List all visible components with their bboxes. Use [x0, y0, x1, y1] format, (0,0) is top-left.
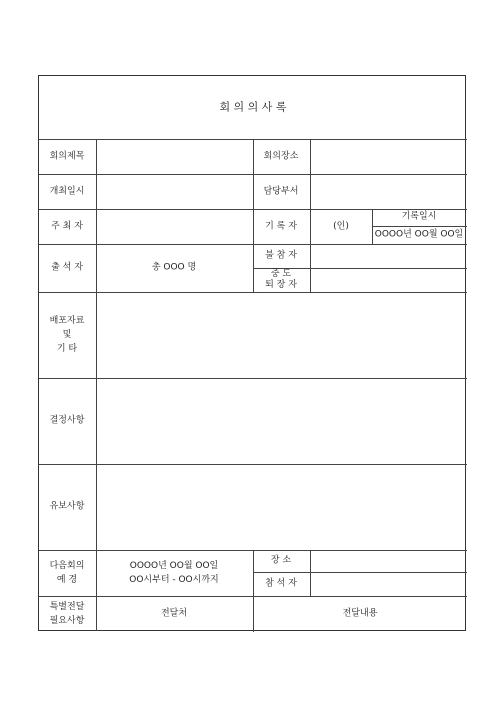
label-materials-line1: 배포자료 — [49, 316, 85, 326]
record-date-value: OOOO년 OO월 OO일 — [374, 229, 464, 240]
label-attendees: 출 석 자 — [51, 262, 83, 273]
col-line-mid-lower — [253, 550, 254, 632]
label-decisions: 결정사항 — [49, 415, 85, 426]
seal-mark: (인) — [333, 221, 349, 232]
col-line-right-label-upper — [310, 139, 311, 292]
label-meeting-title: 회의제목 — [49, 151, 85, 162]
col-line-mid-upper — [253, 139, 254, 292]
label-recorder: 기 록 자 — [265, 221, 297, 232]
label-special-line2: 필요사항 — [49, 616, 85, 626]
label-pending: 유보사항 — [49, 501, 85, 512]
label-materials-line2: 및 — [62, 330, 72, 340]
label-next-meeting-line1: 다음회의 — [49, 561, 85, 571]
label-meeting-place: 회의장소 — [263, 151, 299, 162]
row-line-next-split — [253, 572, 467, 573]
label-meeting-datetime: 개최일시 — [49, 186, 85, 197]
label-content: 전달내용 — [342, 608, 378, 619]
label-recipient: 전달처 — [160, 608, 188, 619]
page-title: 회 의 의 사 록 — [219, 100, 287, 114]
col-line-record — [372, 209, 373, 244]
col-line-label — [96, 139, 97, 631]
label-materials — [50, 314, 85, 356]
label-next-meeting-line2: 예 경 — [56, 575, 78, 585]
label-absent: 불 참 자 — [265, 250, 297, 261]
attendees-count: 총 OOO 명 — [151, 262, 197, 273]
label-department: 담당부서 — [263, 186, 299, 197]
label-participants: 참 석 자 — [265, 578, 297, 589]
row-line-4 — [39, 292, 467, 293]
label-early-leave — [265, 269, 297, 291]
label-host: 주 최 자 — [51, 221, 83, 232]
next-meeting-time: OO시부터 - OO시까지 — [129, 575, 219, 585]
row-line-6 — [39, 464, 467, 465]
next-meeting-schedule — [129, 559, 218, 587]
label-early-leave-line2: 퇴 장 자 — [265, 280, 297, 290]
label-place: 장 소 — [270, 555, 292, 566]
next-meeting-date: OOOO년 OO월 OO일 — [129, 561, 219, 571]
meeting-minutes-form — [38, 75, 466, 631]
label-special-line1: 특별전달 — [49, 602, 85, 612]
row-line-record-split — [372, 226, 467, 227]
col-line-right-label-lower — [310, 550, 311, 596]
label-record-date: 기록일시 — [401, 211, 437, 222]
label-next-meeting — [50, 559, 85, 587]
row-line-5 — [39, 378, 467, 379]
label-early-leave-line1: 중 도 — [270, 269, 292, 279]
label-materials-line3: 기 타 — [56, 344, 78, 354]
label-special — [50, 600, 85, 628]
